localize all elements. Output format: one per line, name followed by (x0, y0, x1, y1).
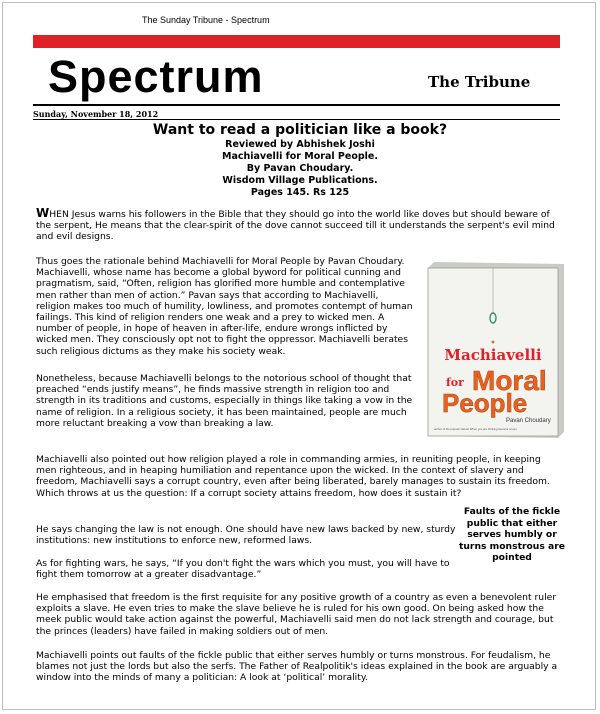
article-paragraph-5: He says changing the law is not enough. One should have new laws backed by new, sturdy institutions: new institutions to enforce new, reformed laws. (36, 524, 456, 547)
date-rule (33, 119, 560, 120)
article-paragraph-1: WHEN Jesus warns his followers in the Bible that they should go into the world like doves but should beware of the serpent, He means that the clear-spirit of the dove cannot succeed till it understands the serpent's evil mind and evil designs. (36, 206, 555, 243)
cover-title-3: Moral (472, 365, 547, 396)
red-accent-bar (33, 35, 560, 48)
article-headline: Want to read a politician like a book? (152, 122, 448, 138)
article-paragraph-6: As for fighting wars, he says, “If you don't fight the wars which you must, you will have to fight them tomorrow at a greater disadvantage.” (36, 558, 450, 581)
cover-author: Pavan Choudary (506, 418, 551, 424)
newspaper-logo: The Tribune (428, 73, 531, 91)
article-paragraph-3: Nonetheless, because Machiavelli belongs to the notorious school of thought that preached “ends justify means”, he finds massive strength in religion too and strength in its traditions and customs, especially in things like taking a vow in the name of religion. In a religious society, it has been maintained, people are much more reluctant breaking a vow than breaking a law. (36, 373, 413, 429)
byline-line: Reviewed by Abhishek Joshi (225, 139, 375, 150)
section-masthead: Spectrum (48, 51, 264, 102)
cover-title-1: Machiavelli (444, 346, 542, 364)
byline-line: Wisdom Village Publications. (222, 175, 378, 186)
article-paragraph-8: Machiavelli points out faults of the fickle public that either serves humbly or turns monstrous. For feudalism, he blames not just the lords but also the serfs. The Father of Realpolitik's ideas explained in the book are arguably a window into the minds of many a politician: A look at ‘political’ morality. (36, 650, 558, 684)
cover-tagline: author of the popular classic When you are thinking become a hero (434, 427, 518, 431)
masthead-rule (33, 104, 560, 106)
article-header (0, 122, 600, 199)
cover-title-4: People (442, 388, 528, 418)
byline-line: Pages 145. Rs 125 (250, 187, 350, 198)
article-paragraph-7: He emphasised that freedom is the first requisite for any positive growth of a country as even a benevolent ruler exploits a slave. He even tries to make the slave believe he is ruled for his own good. On being asked how the meek public would take action against the powerful, Machiavelli said men do not lack strength and courage, but the princes (leaders) have failed in making soldiers out of men. (36, 592, 557, 637)
cover-title-2: for (446, 376, 464, 389)
article-paragraph-4: Machiavelli also pointed out how religion played a role in commanding armies, in reuniting people, in keeping men righteous, and in heaping humiliation and repentance upon the wicked. In the context of slavery and freedom, Machiavelli says a corrupt country, even after being liberated, barely manages to sustain its freedom. Which throws at us the question: If a corrupt society attains freedom, how does it sustain it? (36, 454, 550, 499)
drop-cap: W (36, 206, 50, 220)
browser-title: The Sunday Tribune - Spectrum (142, 15, 270, 25)
article-paragraph-2: Thus goes the rationale behind Machiavelli for Moral People by Pavan Choudary. Machiavelli, whose name has become a global byword for political cunning and pragmatism, said, “Often, religion has glorified more humble and contemplative men rather than men of action.” Pavan says that according to Machiavelli, religion makes too much of humility, lowliness, and promotes contempt of human failings. This kind of religion renders one weak and a prey to wicked men. A number of people, in hope of heaven in after-life, endure wrongs inflicted by wicked men. They consciously opt not to fight the oppressor. Machiavelli berates such religious dictums as they make his society weak. (36, 256, 413, 357)
book-cover-image (424, 262, 564, 438)
pull-quote: Faults of the fickle public that either serves humbly or turns monstrous are pointed (459, 506, 565, 563)
byline-line: By Pavan Choudary. (246, 163, 354, 174)
issue-date: Sunday, November 18, 2012 (33, 109, 159, 119)
byline-line: Machiavelli for Moral People. (222, 151, 378, 162)
